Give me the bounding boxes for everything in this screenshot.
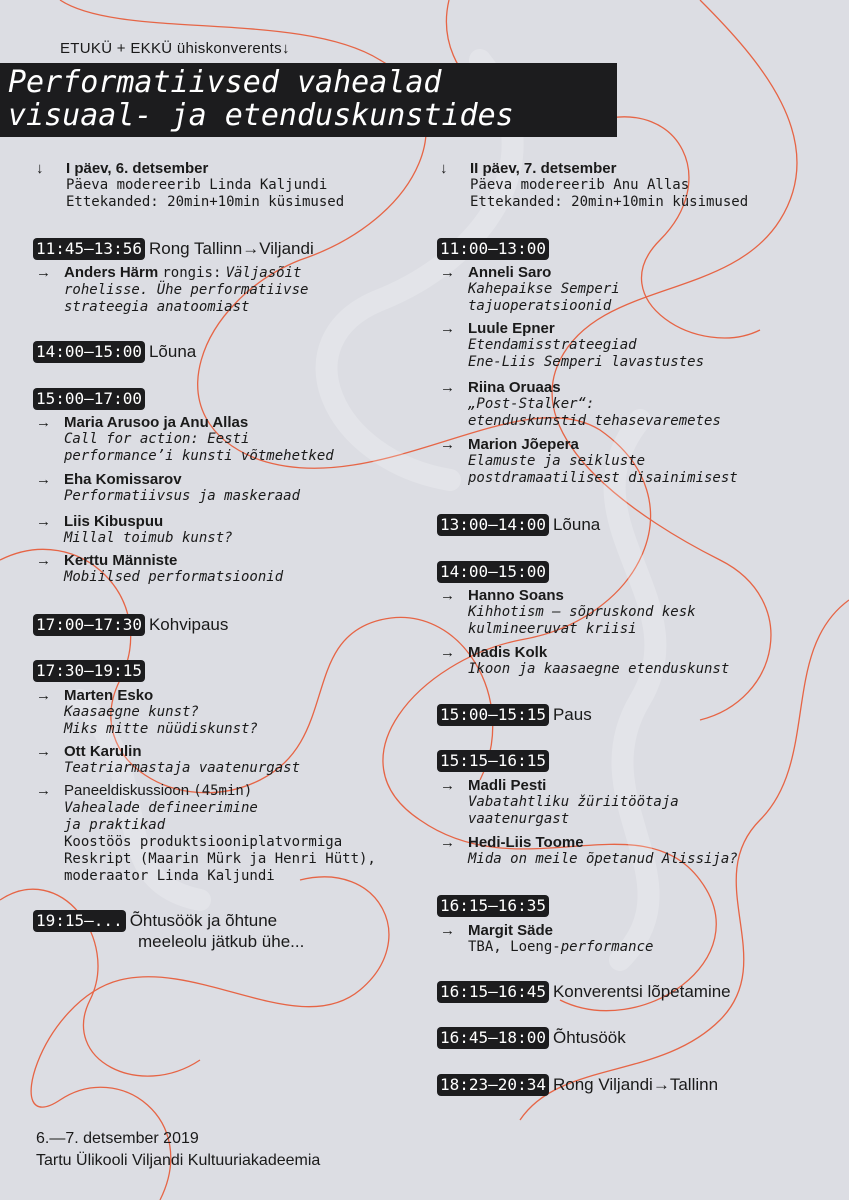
slot-label: Rong Viljandi→Tallinn <box>552 1075 719 1094</box>
talk-title-line <box>440 939 653 956</box>
day1-slot-1 <box>33 238 314 260</box>
day1-slot-6 <box>33 910 277 932</box>
day1-slot-5 <box>33 660 145 682</box>
panel-note-line: Koostöös produktsiooniplatvormiga <box>64 834 343 850</box>
talk-title-line: Vabatahtliku žüriitöötaja <box>468 794 679 810</box>
panel-note-line: Reskript (Maarin Mürk ja Henri Hütt), <box>64 851 376 867</box>
speaker-name: Luule Epner <box>468 320 555 337</box>
time-pill: 19:15—... <box>33 910 126 932</box>
speaker-name: Hedi-Liis Toome <box>468 834 584 851</box>
day2-slot-9 <box>437 1074 718 1096</box>
talk-title-line: Ene-Liis Semperi lavastustes <box>468 354 705 370</box>
day2-slot-2 <box>437 514 600 536</box>
talk-item <box>36 264 308 316</box>
day2-slot-8 <box>437 1027 626 1049</box>
arrow-right-icon: → <box>36 687 51 704</box>
talk-title-part: TBA, Loeng- <box>468 939 561 955</box>
talk-title-line: tajuoperatsioonid <box>468 298 612 314</box>
talk-item <box>36 743 300 777</box>
talk-title-line: etenduskunstid tehasevaremetes <box>468 413 721 429</box>
day2-format: Ettekanded: 20min+10min küsimused <box>470 194 749 210</box>
talk-item <box>440 320 704 371</box>
day2-slot-1 <box>437 238 549 260</box>
day2-heading: II päev, 7. detsember <box>470 160 617 177</box>
day2-slot-3 <box>437 561 549 583</box>
talk-title-line: Teatriarmastaja vaatenurgast <box>64 760 301 776</box>
talk-title-line: Mida on meile õpetanud Alissija? <box>468 851 738 867</box>
talk-title-line: Ikoon ja kaasaegne etenduskunst <box>468 661 730 677</box>
talk-title-part-italic: performance <box>560 939 654 955</box>
talk-title-line: Kaasaegne kunst? <box>64 704 199 720</box>
arrow-right-icon: → <box>440 379 455 396</box>
talk-item <box>440 264 620 315</box>
time-pill: 14:00—15:00 <box>33 341 145 363</box>
talk-item <box>440 644 729 678</box>
talk-title-line: performance’i kunsti võtmehetked <box>64 448 334 464</box>
arrow-right-icon: → <box>36 743 51 760</box>
speaker-name: Anneli Saro <box>468 264 552 281</box>
slot-label: Rong Tallinn→Viljandi <box>148 239 314 258</box>
slot-label: meeleolu jätkub ühe... <box>138 932 305 951</box>
talk-prefix: rongis: <box>162 265 222 281</box>
time-pill: 14:00—15:00 <box>437 561 549 583</box>
day1-moderator: Päeva modereerib Linda Kaljundi <box>66 177 328 193</box>
time-pill: 15:00—15:15 <box>437 704 549 726</box>
talk-title-line: Kahepaikse Semperi <box>468 281 620 297</box>
talk-title-line: strateegia anatoomiast <box>64 299 250 315</box>
talk-item <box>440 587 696 638</box>
talk-title-line: Performatiivsus ja maskeraad <box>64 488 301 504</box>
time-pill: 13:00—14:00 <box>437 514 549 536</box>
talk-title-line: Millal toimub kunst? <box>64 530 233 546</box>
arrow-right-icon: → <box>440 834 455 851</box>
arrow-right-icon: → <box>440 587 455 604</box>
slot-label: Konverentsi lõpetamine <box>552 982 731 1001</box>
talk-item <box>440 379 721 430</box>
talk-item <box>36 513 233 547</box>
day1-slot-3 <box>33 388 145 410</box>
talk-item <box>36 471 300 505</box>
slot-label: Õhtusöök ja õhtune <box>129 911 278 930</box>
arrow-right-icon: → <box>36 414 51 431</box>
arrow-down-icon: ↓ <box>440 160 448 177</box>
talk-title-line: Mobiilsed performatsioonid <box>64 569 284 585</box>
talk-title-line: Etendamisstrateegiad <box>468 337 637 353</box>
day2-slot-5 <box>437 750 549 772</box>
time-pill: 16:15—16:45 <box>437 981 549 1003</box>
speaker-name: Madis Kolk <box>468 644 548 661</box>
arrow-right-icon: → <box>440 922 455 939</box>
day1-header <box>36 160 344 211</box>
talk-title-line: Call for action: Eesti <box>64 431 250 447</box>
speaker-name: Maria Arusoo ja Anu Allas <box>64 414 249 431</box>
day2-slot-6 <box>437 895 549 917</box>
talk-item <box>440 777 679 828</box>
talk-title-line: Elamuste ja seikluste <box>468 453 646 469</box>
day1-format: Ettekanded: 20min+10min küsimused <box>66 194 345 210</box>
panel-duration: (45min) <box>193 783 253 799</box>
arrow-right-icon: → <box>36 471 51 488</box>
talk-item <box>36 687 258 738</box>
talk-title-line: Miks mitte nüüdiskunst? <box>64 721 258 737</box>
talk-title-line: postdramaatilisest disainimisest <box>468 470 738 486</box>
panel-note-line: moderaator Linda Kaljundi <box>64 868 275 884</box>
talk-title-line: Vahealade defineerimine <box>64 800 258 816</box>
footer-venue: Tartu Ülikooli Viljandi Kultuuriakadeemia <box>36 1152 321 1169</box>
talk-item <box>440 834 738 868</box>
footer-dates: 6.—7. detsember 2019 <box>36 1130 199 1147</box>
time-pill: 15:00—17:00 <box>33 388 145 410</box>
slot-label: Õhtusöök <box>552 1028 626 1047</box>
talk-title-line: rohelisse. Ühe performatiivse <box>64 282 309 298</box>
footer <box>36 1128 320 1172</box>
speaker-name: Marion Jõepera <box>468 436 579 453</box>
speaker-name: Hanno Soans <box>468 587 564 604</box>
arrow-right-icon: → <box>440 264 455 281</box>
time-pill: 11:45—13:56 <box>33 238 145 260</box>
arrow-right-icon: → <box>36 782 51 799</box>
title-line-2: visuaal- ja etenduskunstides <box>8 98 514 133</box>
arrow-right-icon: → <box>36 513 51 530</box>
day1-slot-4 <box>33 614 228 636</box>
arrow-right-icon: → <box>440 436 455 453</box>
talk-item <box>440 436 738 487</box>
slot-label: Lõuna <box>552 515 601 534</box>
speaker-name: Liis Kibuspuu <box>64 513 164 530</box>
arrow-right-icon: → <box>36 264 51 281</box>
conference-eyebrow: ETUKÜ + EKKÜ ühiskonverents↓ <box>60 40 290 57</box>
speaker-name: Kerttu Männiste <box>64 552 178 569</box>
time-pill: 15:15—16:15 <box>437 750 549 772</box>
speaker-name: Madli Pesti <box>468 777 547 794</box>
panel-item <box>36 782 376 885</box>
arrow-right-icon: → <box>440 777 455 794</box>
slot-label: Paus <box>552 705 592 724</box>
speaker-name: Margit Säde <box>468 922 554 939</box>
day2-moderator: Päeva modereerib Anu Allas <box>470 177 690 193</box>
time-pill: 16:45—18:00 <box>437 1027 549 1049</box>
title-line-1: Performatiivsed vahealad <box>8 65 442 100</box>
talk-item <box>36 414 334 465</box>
arrow-right-icon: → <box>36 552 51 569</box>
speaker-name: Riina Oruaas <box>468 379 561 396</box>
time-pill: 16:15—16:35 <box>437 895 549 917</box>
arrow-right-icon: → <box>440 320 455 337</box>
day2-slot-7 <box>437 981 731 1003</box>
speaker-name: Eha Komissarov <box>64 471 182 488</box>
talk-title-line: Kihhotism — sõpruskond kesk <box>468 604 696 620</box>
speaker-name: Ott Karulin <box>64 743 142 760</box>
talk-item <box>36 552 283 586</box>
day2-header <box>440 160 748 211</box>
time-pill: 11:00—13:00 <box>437 238 549 260</box>
day1-slot-2 <box>33 341 196 363</box>
talk-title: Väljasõit <box>225 265 302 281</box>
panel-name: Paneeldiskussioon <box>64 782 190 799</box>
talk-title-line: vaatenurgast <box>468 811 570 827</box>
day1-slot-6-continued <box>138 931 304 953</box>
talk-item <box>440 922 653 956</box>
time-pill: 18:23—20:34 <box>437 1074 549 1096</box>
speaker-name: Anders Härm <box>64 264 159 281</box>
arrow-right-icon: → <box>440 644 455 661</box>
talk-title-line: kulmineeruvat kriisi <box>468 621 637 637</box>
day2-slot-4 <box>437 704 592 726</box>
time-pill: 17:30—19:15 <box>33 660 145 682</box>
talk-title-line: ja praktikad <box>64 817 166 833</box>
day1-heading: I päev, 6. detsember <box>66 160 209 177</box>
title-banner <box>0 63 617 137</box>
speaker-name: Marten Esko <box>64 687 154 704</box>
slot-label: Kohvipaus <box>148 615 229 634</box>
slot-label: Lõuna <box>148 342 197 361</box>
time-pill: 17:00—17:30 <box>33 614 145 636</box>
talk-title-line: „Post-Stalker“: <box>468 396 595 412</box>
arrow-down-icon: ↓ <box>36 160 44 177</box>
